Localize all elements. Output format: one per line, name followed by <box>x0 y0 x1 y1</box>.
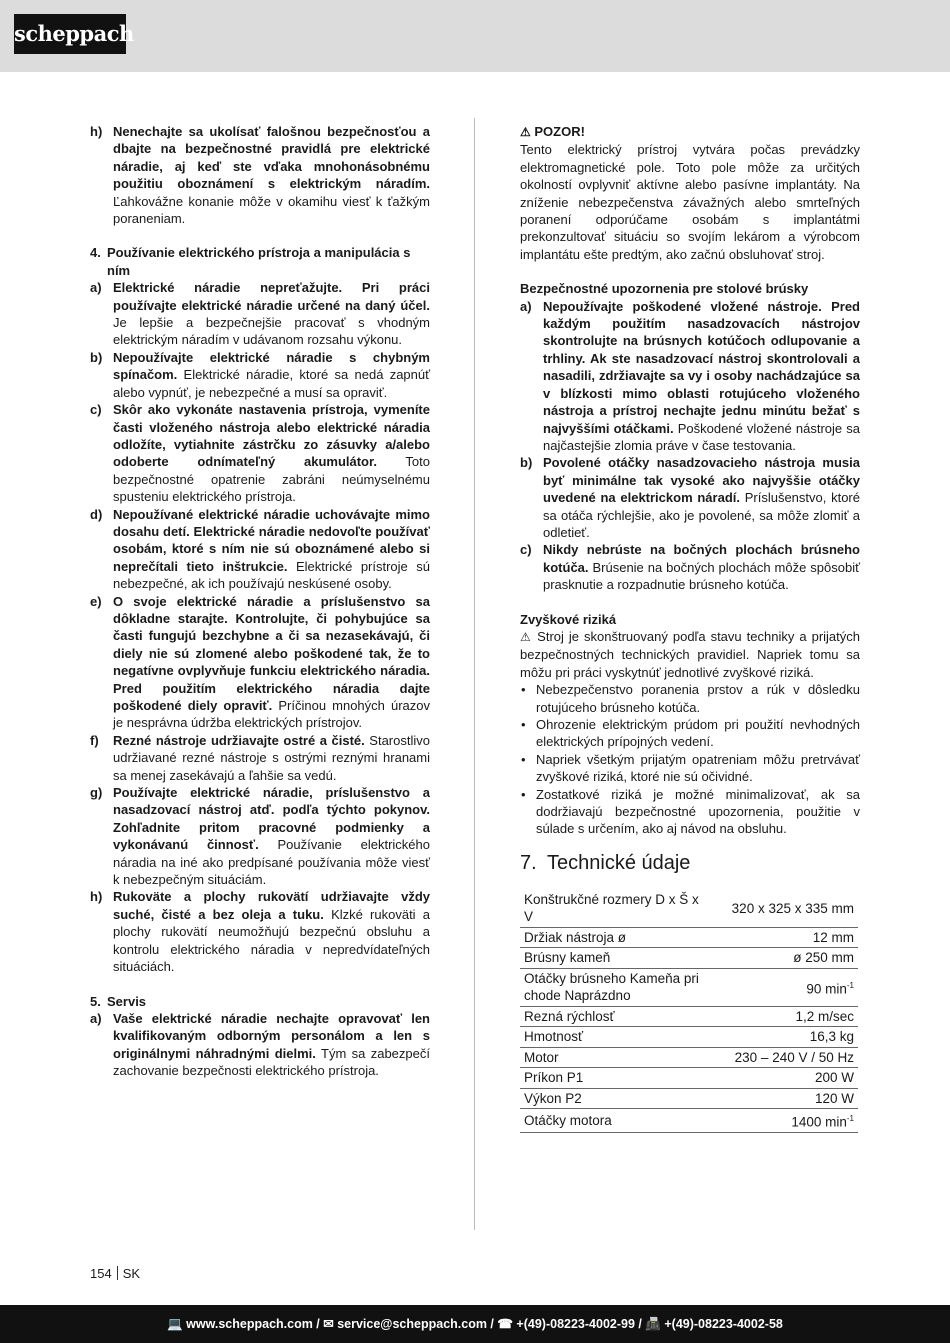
spec-key: Hmotnosť <box>520 1027 704 1048</box>
bullet-item: • Zostatkové riziká je možné minimalizovať, ak sa dodržiavajú bezpečnostné upozornenia, použitie v súlade s určením, ako aj návod na obsluhu. <box>521 786 860 837</box>
spec-value: ø 250 mm <box>704 948 858 969</box>
warning-text: Tento elektrický prístroj vytvára počas prevádzky elektromagnetické pole. Toto pole môže za určitých okolností ovplyvniť aktívne alebo pasívne implantáty. Na zníženie nebezpečenstva závažných alebo smrteľných poranení odporúčame osobám s implantátmi prekonzultovať situáciu so svojím lekárom a výrobcom implantátu ešte predtým, ako začnú obsluhovať stroj. <box>520 142 860 262</box>
list-item: g) Používajte elektrické náradie, príslušenstvo a nasadzovací nástroj atď. podľa týchto pokynov. Zohľadnite pritom pracovné podmienky a vykonávanú činnosť. Používanie elektrického náradia na iné ako predpísané používania môže viesť k nebezpečným situáciám. <box>90 785 430 888</box>
list-item: a) Vaše elektrické náradie nechajte opravovať len kvalifikovaným odborným personálom a len s originálnymi náhradnými dielmi. Tým sa zabezpečí zachovanie bezpečnosti elektrického prístroja. <box>90 1010 430 1079</box>
list-item: b) Nepoužívajte elektrické náradie s chybným spínačom. Elektrické náradie, ktoré sa nedá zapnúť alebo vypnúť, je nebezpečné a musí sa opraviť. <box>90 349 430 400</box>
section-heading: 5. Servis <box>90 993 147 1009</box>
spec-value: 230 – 240 V / 50 Hz <box>704 1047 858 1068</box>
spec-key: Konštrukčné rozmery D x Š x V <box>520 890 704 928</box>
spec-value: 1,2 m/sec <box>704 1006 858 1027</box>
section-heading: 4. Používanie elektrického prístroja a manipulácia s ním <box>90 245 411 278</box>
tech-table <box>520 890 858 1134</box>
left-column <box>90 123 430 1080</box>
spec-value: 200 W <box>704 1068 858 1089</box>
table-row <box>520 1068 858 1089</box>
warning-icon: ⚠ <box>520 125 531 139</box>
spec-value: 12 mm <box>704 927 858 948</box>
spec-key: Príkon P1 <box>520 1068 704 1089</box>
column-divider <box>474 118 475 1230</box>
table-row <box>520 1109 858 1133</box>
spec-value: 16,3 kg <box>704 1027 858 1048</box>
bullet-item: • Nebezpečenstvo poranenia prstov a rúk v dôsledku rotujúceho brúsneho kotúča. <box>521 682 860 715</box>
spec-key: Motor <box>520 1047 704 1068</box>
table-row <box>520 1088 858 1109</box>
spec-value: 1400 $\min^{-1}$ <box>704 1109 858 1133</box>
list-item: e) O svoje elektrické náradie a príslušenstvo sa dôkladne starajte. Kontrolujte, či pohybujúce sa časti fungujú bezchybne a či sa nezasekávajú, či diely nie sú zlomené alebo poškodené tak, že to negatívne ovplyvňuje funkciu elektrického náradia. Pred použitím elektrického náradia dajte poškodené diely opraviť. Príčinou mnohých úrazov je nesprávna údržba elektrických prístrojov. <box>90 593 430 731</box>
right-column <box>520 123 860 1133</box>
spec-value: 90 $\min^{-1}$ <box>704 968 858 1006</box>
grinder-heading: Bezpečnostné upozornenia pre stolové brúsky <box>520 281 809 297</box>
table-row <box>520 1047 858 1068</box>
brand-logo: scheppach <box>14 14 126 54</box>
warning-heading: ⚠ POZOR! <box>520 124 585 139</box>
spec-key: Rezná rýchlosť <box>520 1006 704 1027</box>
warning-icon: ⚠ <box>520 629 533 644</box>
list-item: c) Skôr ako vykonáte nastavenia prístroja, vymeníte časti vloženého nástroja alebo elektrické náradia odložíte, vytiahnite zástrčku zo zásuvky a/alebo odoberte odnímateľný akumulátor. Toto bezpečnostné opatrenie zabráni neúmyselnému spusteniu elektrického prístroja. <box>90 402 430 505</box>
table-row <box>520 1006 858 1027</box>
table-row <box>520 1027 858 1048</box>
bullet-item: • Napriek všetkým prijatým opatreniam môžu pretrvávať zvyškové riziká, ktoré nie sú očividné. <box>521 751 860 785</box>
tech-heading: 7. Technické údaje <box>520 851 691 874</box>
spec-key: Otáčky motora <box>520 1109 704 1133</box>
list-item: h) Nenechajte sa ukolísať falošnou bezpečnosťou a dbajte na bezpečnostné pravidlá pre elektrické náradie, aj keď ste vďaka mnohonásobnému použitiu oboznámení s elektrickým náradím. Ľahkovážne konanie môže v okamihu viesť k ťažkým poraneniam. <box>90 124 430 227</box>
bullet-item: • Ohrozenie elektrickým prúdom pri použití nevhodných elektrických prípojných vedení. <box>521 717 860 750</box>
spec-key: Otáčky brúsneho Kameňa pri chode Naprázdno <box>520 968 704 1006</box>
list-item: b) Povolené otáčky nasadzovacieho nástroja musia byť minimálne tak vysoké ako najvyššie otáčky uvedené na elektrickom náradí. Príslušenstvo, ktoré sa otáča rýchlejšie, ako je povolené, sa môže zlomiť a odletieť. <box>520 455 860 540</box>
page-header <box>0 0 950 72</box>
spec-value: 320 x 325 x 335 mm <box>704 890 858 928</box>
spec-key: Výkon P2 <box>520 1088 704 1109</box>
list-item: f) Rezné nástroje udržiavajte ostré a čisté. Starostlivo udržiavané rezné nástroje s ostrými reznými hranami sa menej zasekávajú a ľahšie sa vedú. <box>90 732 430 783</box>
contact-footer: 💻 www.scheppach.com / ✉ service@scheppach.com / ☎ +(49)-08223-4002-99 / 📠 +(49)-08223-4002-58 <box>0 1305 950 1343</box>
spec-key: Držiak nástroja ø <box>520 927 704 948</box>
list-item: h) Rukoväte a plochy rukovätí udržiavajte vždy suché, čisté a bez oleja a tuku. Klzké rukoväti a plochy rukovätí neumožňujú bezpečnú obsluhu a kontrolu elektrického náradia v nepredvídateľných situáciách. <box>90 889 431 975</box>
table-row <box>520 948 858 969</box>
list-item: c) Nikdy nebrúste na bočných plochách brúsneho kotúča. Brúsenie na bočných plochách môže spôsobiť prasknutie a rozpadnutie brúsneho kotúča. <box>520 542 860 593</box>
page-number: 154 SK <box>90 1266 141 1281</box>
table-row <box>520 927 858 948</box>
table-row <box>520 890 858 928</box>
risks-heading: Zvyškové riziká <box>520 611 617 627</box>
list-item: a) Nepoužívajte poškodené vložené nástroje. Pred každým použitím nasadzovacích nástrojov skontrolujte na brúsnych kotúčoch odlupovanie a trhliny. Ak ste nasadzovací nástroj skontrolovali a nasadili, zdržiavajte sa vy i osoby nachádzajúce sa v blízkosti mimo oblasti rotujúceho vloženého nástroja a prístroj nechajte jednu minútu bežať s najvyššími otáčkami. Poškodené vložené nástroje sa najčastejšie zlomia práve v čase testovania. <box>520 298 860 453</box>
risks-intro: ⚠ Stroj je skonštruovaný podľa stavu techniky a prijatých bezpečnostných technických pravidiel. Napriek tomu sa môžu pri práci vyskytnúť jednotlivé zvyškové riziká. <box>520 628 860 680</box>
list-item: d) Nepoužívané elektrické náradie uchovávajte mimo dosahu detí. Elektrické náradie nedovoľte používať osobám, ktoré s ním nie sú oboznámené alebo si neprečítali tieto inštrukcie. Elektrické prístroje sú nebezpečné, ak ich používajú neskúsené osoby. <box>90 506 431 592</box>
table-row <box>520 968 858 1006</box>
list-item: a) Elektrické náradie nepreťažujte. Pri práci používajte elektrické náradie určené na daný účel. Je lepšie a bezpečnejšie pracovať s vhodným elektrickým náradím v udávanom rozsahu výkonu. <box>90 280 430 348</box>
spec-key: Brúsny kameň <box>520 948 704 969</box>
spec-value: 120 W <box>704 1088 858 1109</box>
